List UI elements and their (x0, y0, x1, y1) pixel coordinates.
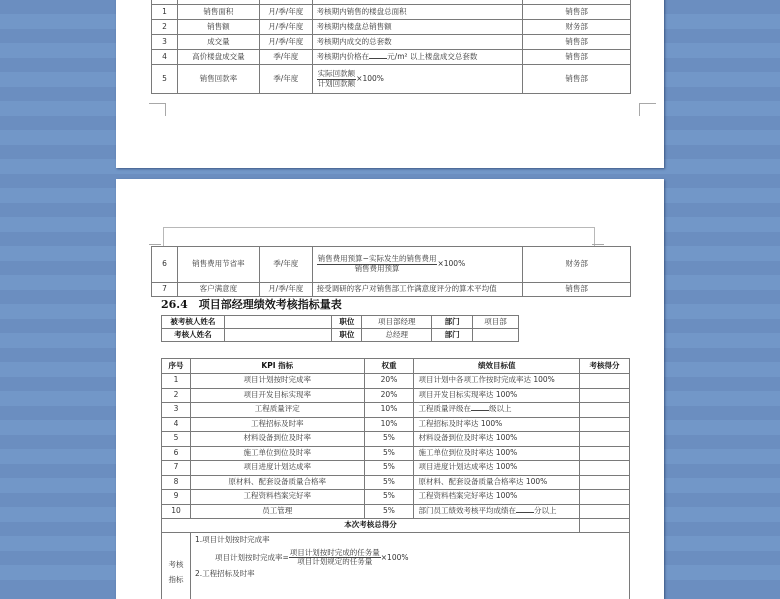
kpi-name: 销售费用节省率 (177, 247, 259, 283)
kpi-name: 原材料、配套设备质量合格率 (190, 475, 364, 490)
table-header-row (162, 359, 630, 374)
period: 月/季/年度 (259, 5, 312, 20)
kpi-name: 材料设备到位及时率 (190, 432, 364, 447)
fill-blank (369, 58, 387, 59)
document-page-1 (116, 0, 664, 168)
score-cell[interactable] (580, 417, 630, 432)
fraction (317, 255, 438, 273)
score-cell[interactable] (580, 475, 630, 490)
kpi-name: 项目进度计划达成率 (190, 461, 364, 476)
kpi-name: 工程资料档案完好率 (190, 490, 364, 505)
kpi-name: 项目开发目标实现率 (190, 388, 364, 403)
section-title: 26.4 项目部经理绩效考核指标量表 (161, 296, 342, 312)
denominator: 项目计划规定的任务量 (289, 558, 381, 567)
target: 工程招标及时率达 100% (414, 417, 580, 432)
denominator: 销售费用预算 (317, 265, 438, 274)
table-row (162, 374, 630, 389)
page-header-region (163, 227, 595, 247)
description-prefix: 考核期内价格在 (317, 52, 370, 61)
table-row (162, 475, 630, 490)
weight: 5% (364, 432, 414, 447)
row-no: 2 (162, 388, 191, 403)
weight: 5% (364, 490, 414, 505)
header-weight: 权重 (364, 359, 414, 374)
score-cell[interactable] (580, 403, 630, 418)
row-no: 6 (152, 247, 178, 283)
evaluee-name-label: 被考核人姓名 (162, 316, 225, 329)
pm-kpi-table (161, 358, 630, 599)
row-no: 5 (162, 432, 191, 447)
department: 销售部 (523, 283, 631, 297)
table-row (162, 316, 519, 329)
table-row (162, 461, 630, 476)
row-no: 8 (162, 475, 191, 490)
period: 月/季/年度 (259, 283, 312, 297)
row-no: 3 (162, 403, 191, 418)
description: 考核期内楼盘总销售额 (312, 20, 523, 35)
row-no: 2 (152, 20, 178, 35)
formula-label: 项目计划按时完成率= (215, 552, 289, 561)
header-kpi: KPI 指标 (190, 359, 364, 374)
table-row (162, 490, 630, 505)
table-row (152, 65, 631, 94)
department-label: 部门 (432, 329, 473, 342)
target: 施工单位到位及时率达 100% (414, 446, 580, 461)
target: 项目进度计划达成率达 100% (414, 461, 580, 476)
evaluator-name-label: 考核人姓名 (162, 329, 225, 342)
table-row (162, 403, 630, 418)
description-suffix: 元/m² 以上楼盘成交总套数 (387, 52, 477, 61)
margin-corner-mark (639, 103, 656, 116)
kpi-name: 销售回款率 (177, 65, 259, 94)
target (414, 403, 580, 418)
score-cell[interactable] (580, 446, 630, 461)
kpi-name: 销售面积 (177, 5, 259, 20)
row-no: 10 (162, 504, 191, 519)
table-row (162, 504, 630, 519)
table-row (152, 20, 631, 35)
score-cell[interactable] (580, 432, 630, 447)
kpi-name: 工程质量评定 (190, 403, 364, 418)
row-no: 7 (162, 461, 191, 476)
indicator-item-title: 2.工程招标及时率 (195, 570, 625, 579)
row-no: 4 (162, 417, 191, 432)
denominator: 计划回款额 (317, 80, 357, 89)
table-row (152, 50, 631, 65)
target: 项目计划中各项工作按时完成率达 100% (414, 374, 580, 389)
period: 月/季/年度 (259, 20, 312, 35)
description (312, 50, 523, 65)
period: 月/季/年度 (259, 35, 312, 50)
row-no: 7 (152, 283, 178, 297)
kpi-name: 销售额 (177, 20, 259, 35)
numerator: 销售费用预算−实际发生的销售费用 (317, 255, 438, 265)
table-row (152, 247, 631, 283)
score-cell[interactable] (580, 504, 630, 519)
period: 季/年度 (259, 247, 312, 283)
fraction (289, 549, 381, 567)
target-suffix: 级以上 (489, 404, 512, 413)
target: 原材料、配套设备质量合格率达 100% (414, 475, 580, 490)
indicator-label-line2: 指标 (168, 575, 183, 584)
header-no: 序号 (162, 359, 191, 374)
weight: 10% (364, 417, 414, 432)
period: 季/年度 (259, 65, 312, 94)
weight: 20% (364, 388, 414, 403)
multiplier: ×100% (437, 259, 465, 268)
description: 接受调研的客户对销售部工作满意度评分的算术平均值 (312, 283, 523, 297)
numerator: 实际回款额 (317, 70, 357, 80)
row-no: 5 (152, 65, 178, 94)
score-cell[interactable] (580, 461, 630, 476)
margin-corner-mark (592, 234, 604, 245)
row-no: 6 (162, 446, 191, 461)
total-score-cell[interactable] (580, 519, 630, 533)
table-row (152, 5, 631, 20)
position-value[interactable]: 项目部经理 (362, 316, 432, 329)
fill-blank (516, 512, 534, 513)
numerator: 项目计划按时完成的任务量 (289, 549, 381, 559)
weight: 10% (364, 403, 414, 418)
weight: 5% (364, 461, 414, 476)
target (414, 504, 580, 519)
multiplier: ×100% (356, 74, 384, 83)
kpi-name: 员工管理 (190, 504, 364, 519)
kpi-name: 施工单位到位及时率 (190, 446, 364, 461)
department-label: 部门 (432, 316, 473, 329)
evaluee-info-table (161, 315, 519, 342)
description: 考核期内销售的楼盘总面积 (312, 5, 523, 20)
header-score: 考核得分 (580, 359, 630, 374)
department: 销售部 (523, 65, 631, 94)
department: 销售部 (523, 35, 631, 50)
department-value[interactable]: 项目部 (473, 316, 519, 329)
total-score-label: 本次考核总得分 (162, 519, 580, 533)
header-target: 绩效目标值 (414, 359, 580, 374)
margin-corner-mark (149, 234, 161, 245)
sales-kpi-table-continued (151, 0, 631, 94)
score-cell[interactable] (580, 490, 630, 505)
kpi-name: 高价楼盘成交量 (177, 50, 259, 65)
row-no: 1 (152, 5, 178, 20)
indicator-label-line1: 考核 (168, 560, 183, 569)
row-no: 4 (152, 50, 178, 65)
position-label: 职位 (332, 316, 362, 329)
kpi-name: 成交量 (177, 35, 259, 50)
position-value[interactable]: 总经理 (362, 329, 432, 342)
indicator-formula (195, 549, 625, 567)
table-row (162, 329, 519, 342)
multiplier: ×100% (381, 552, 409, 561)
kpi-name: 工程招标及时率 (190, 417, 364, 432)
table-row (152, 35, 631, 50)
formula (312, 65, 523, 94)
table-row (162, 432, 630, 447)
indicator-details (190, 533, 629, 599)
indicator-row (162, 533, 630, 599)
department: 销售部 (523, 5, 631, 20)
position-label: 职位 (332, 329, 362, 342)
indicator-label (162, 533, 191, 599)
indicator-item-title: 1.项目计划按时完成率 (195, 536, 625, 545)
evaluator-name-value[interactable] (224, 329, 332, 342)
department: 销售部 (523, 50, 631, 65)
score-cell[interactable] (580, 388, 630, 403)
department-value[interactable] (473, 329, 519, 342)
department: 财务部 (523, 20, 631, 35)
target: 材料设备到位及时率达 100% (414, 432, 580, 447)
weight: 20% (364, 374, 414, 389)
score-cell[interactable] (580, 374, 630, 389)
sales-kpi-table-continued (151, 246, 631, 297)
target-suffix: 分以上 (534, 506, 557, 515)
evaluee-name-value[interactable] (224, 316, 332, 329)
target: 工程资料档案完好率达 100% (414, 490, 580, 505)
table-row (162, 446, 630, 461)
kpi-name: 项目计划按时完成率 (190, 374, 364, 389)
margin-corner-mark (149, 103, 166, 116)
row-no: 3 (152, 35, 178, 50)
total-score-row (162, 519, 630, 533)
fill-blank (471, 410, 489, 411)
weight: 5% (364, 504, 414, 519)
table-row (162, 417, 630, 432)
target: 项目开发目标实现率达 100% (414, 388, 580, 403)
description: 考核期内成交的总套数 (312, 35, 523, 50)
document-page-2 (116, 179, 664, 599)
table-row (162, 388, 630, 403)
formula (312, 247, 523, 283)
target-prefix: 部门员工绩效考核平均成绩在 (418, 506, 516, 515)
period: 季/年度 (259, 50, 312, 65)
department: 财务部 (523, 247, 631, 283)
fraction (317, 70, 357, 88)
target-prefix: 工程质量评级在 (418, 404, 471, 413)
table-row (152, 283, 631, 297)
weight: 5% (364, 446, 414, 461)
kpi-name: 客户满意度 (177, 283, 259, 297)
row-no: 9 (162, 490, 191, 505)
row-no: 1 (162, 374, 191, 389)
weight: 5% (364, 475, 414, 490)
